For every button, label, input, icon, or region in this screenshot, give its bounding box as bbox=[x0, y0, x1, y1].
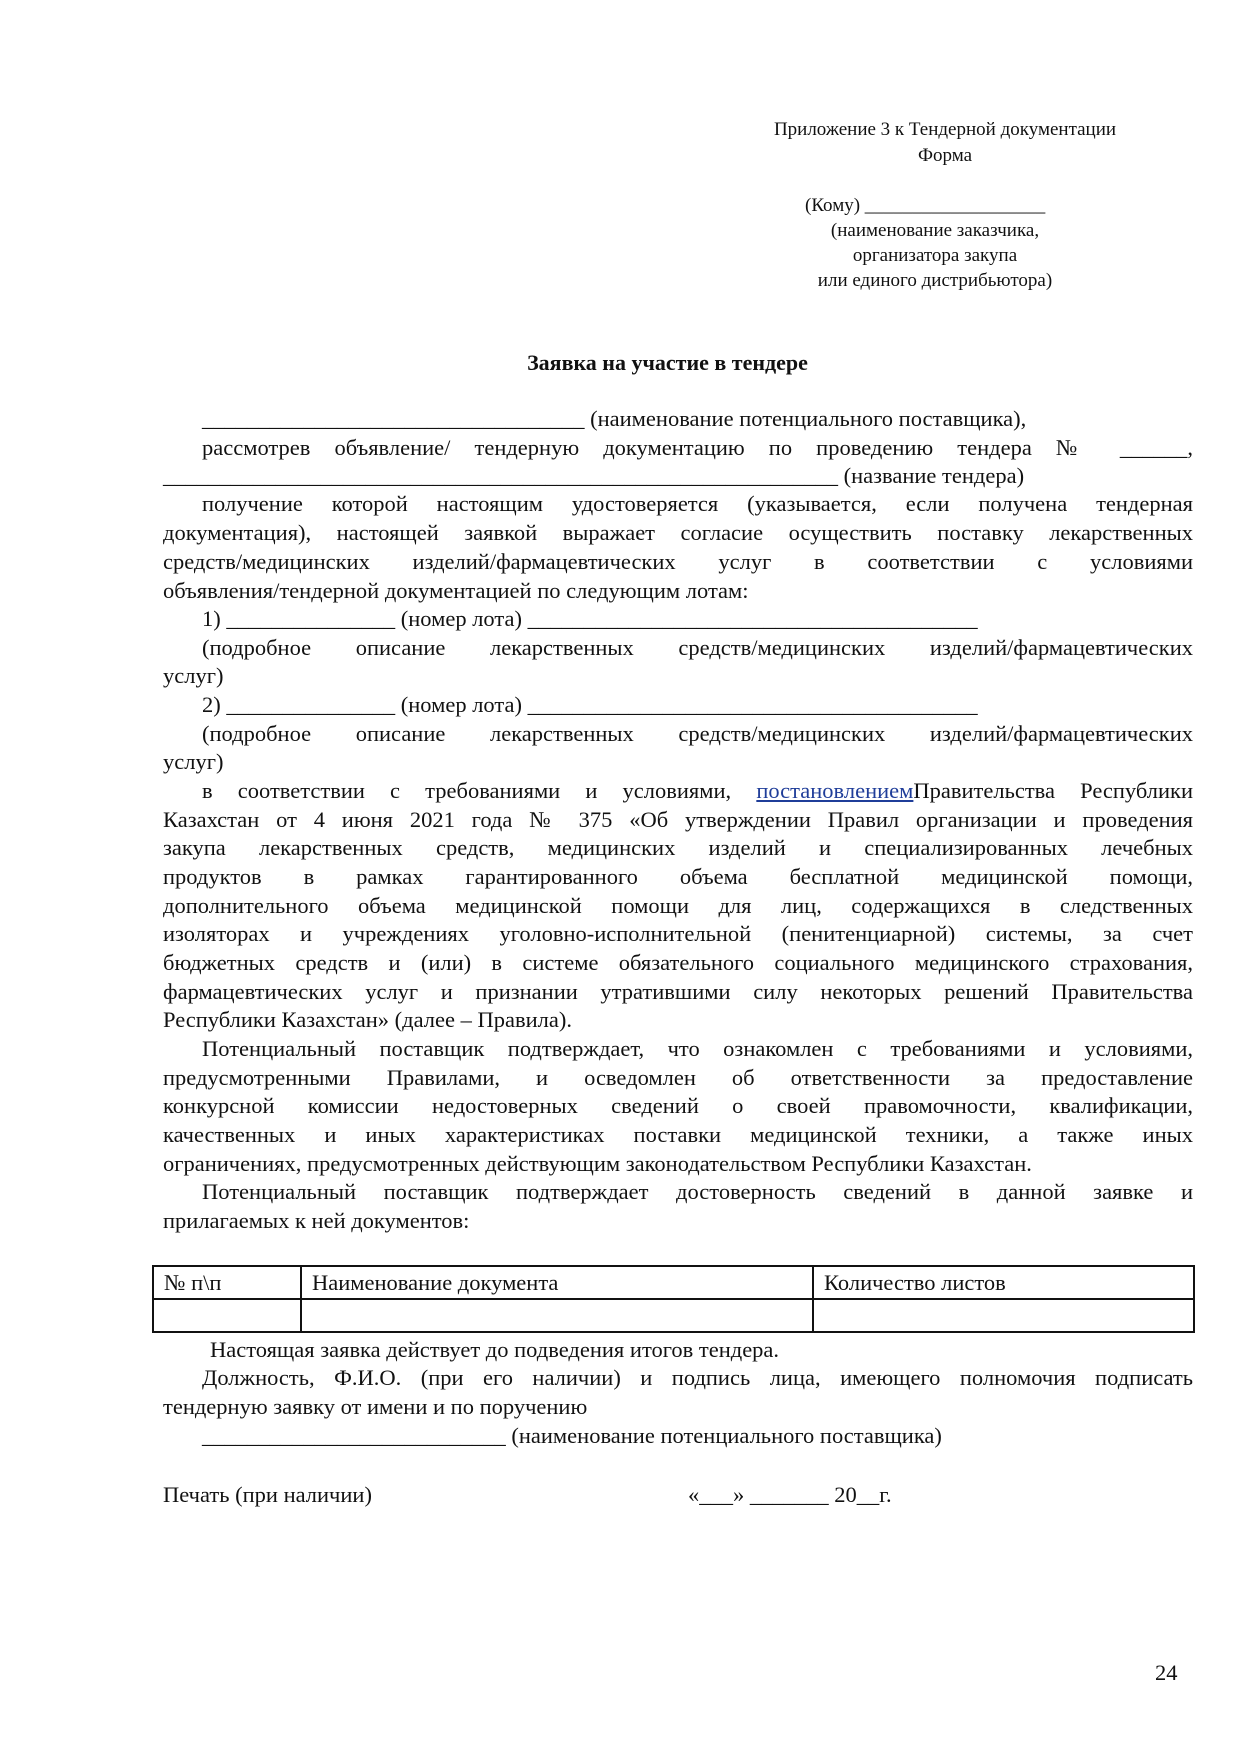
lot-1-description-end: услуг) bbox=[163, 663, 224, 688]
page-number: 24 bbox=[1155, 1660, 1178, 1685]
column-header-document-name: Наименование документа bbox=[301, 1266, 813, 1299]
body-line: рассмотрев объявление/ тендерную документацию по проведению тендера № ______, bbox=[202, 435, 1193, 460]
column-header-sheet-count: Количество листов bbox=[813, 1266, 1194, 1299]
tender-name-line: ____________________________________________________________ (название тендера) bbox=[163, 463, 1025, 488]
body-line: предусмотренными Правилами, и осведомлен об ответственности за предоставление bbox=[163, 1065, 1193, 1090]
body-line: дополнительного объема медицинской помощи для лиц, содержащихся в следственных bbox=[163, 893, 1193, 918]
body-line: документация), настоящей заявкой выражает согласие осуществить поставку лекарственных bbox=[163, 520, 1193, 545]
lot-2-line: 2) _______________ (номер лота) ________________________________________ bbox=[202, 692, 978, 717]
documents-table bbox=[152, 1265, 1195, 1333]
recipient-line: (Кому) ___________________ bbox=[805, 195, 1046, 216]
signature-line: Должность, Ф.И.О. (при его наличии) и подпись лица, имеющего полномочия подписать bbox=[202, 1365, 1193, 1390]
supplier-signature-line: ___________________________ (наименование потенциального поставщика) bbox=[202, 1423, 942, 1448]
lot-2-description-end: услуг) bbox=[163, 749, 224, 774]
table-header-row bbox=[153, 1266, 1194, 1299]
body-line: объявления/тендерной документацией по следующим лотам: bbox=[163, 578, 749, 603]
signature-line: тендерную заявку от имени и по поручению bbox=[163, 1394, 588, 1419]
body-line: получение которой настоящим удостоверяется (указывается, если получена тендерная bbox=[202, 491, 1193, 516]
stamp-label: Печать (при наличии) bbox=[163, 1482, 372, 1507]
body-text: Правительства Республики bbox=[913, 778, 1193, 803]
recipient-hint-1: (наименование заказчика, bbox=[830, 220, 1040, 241]
date-field: «___» _______ 20__г. bbox=[688, 1482, 892, 1507]
appendix-label: Приложение 3 к Тендерной документации bbox=[773, 119, 1117, 140]
body-line: бюджетных средств и (или) в системе обязательного социального медицинского страхования, bbox=[163, 950, 1193, 975]
body-line: продуктов в рамках гарантированного объема бесплатной медицинской помощи, bbox=[163, 864, 1193, 889]
body-line: конкурсной комиссии недостоверных сведений о своей правомочности, квалификации, bbox=[163, 1093, 1193, 1118]
body-line: Потенциальный поставщик подтверждает достоверность сведений в данной заявке и bbox=[202, 1179, 1193, 1204]
body-line: ограничениях, предусмотренных действующим законодательством Республики Казахстан. bbox=[163, 1151, 1032, 1176]
supplier-line: __________________________________ (наименование потенциального поставщика), bbox=[202, 406, 1027, 431]
body-line: средств/медицинских изделий/фармацевтических услуг в соответствии с условиями bbox=[163, 549, 1193, 574]
recipient-hint-3: или единого дистрибьютора) bbox=[817, 270, 1053, 291]
lot-1-line: 1) _______________ (номер лота) ________________________________________ bbox=[202, 606, 978, 631]
lot-1-description: (подробное описание лекарственных средств/медицинских изделий/фармацевтических bbox=[202, 635, 1193, 660]
body-line: прилагаемых к ней документов: bbox=[163, 1208, 470, 1233]
resolution-link[interactable]: постановлением bbox=[756, 778, 914, 803]
body-line bbox=[202, 777, 1193, 806]
form-label: Форма bbox=[917, 145, 973, 166]
page-title: Заявка на участие в тендере bbox=[527, 350, 808, 375]
validity-note: Настоящая заявка действует до подведения итогов тендера. bbox=[210, 1337, 780, 1362]
table-cell-empty[interactable] bbox=[153, 1299, 301, 1332]
body-line: изоляторах и учреждениях уголовно-исполнительной (пенитенциарной) системы, за счет bbox=[163, 921, 1193, 946]
body-line: Казахстан от 4 июня 2021 года № 375 «Об утверждении Правил организации и проведения bbox=[163, 807, 1193, 832]
body-line: Потенциальный поставщик подтверждает, что ознакомлен с требованиями и условиями, bbox=[202, 1036, 1193, 1061]
body-line: фармацевтических услуг и признании утратившими силу некоторых решений Правительства bbox=[163, 979, 1193, 1004]
table-cell-empty[interactable] bbox=[301, 1299, 813, 1332]
body-text: в соответствии с требованиями и условиями, bbox=[202, 778, 757, 803]
body-line: качественных и иных характеристиках поставки медицинской техники, а также иных bbox=[163, 1122, 1193, 1147]
body-line: закупа лекарственных средств, медицинских изделий и специализированных лечебных bbox=[163, 835, 1193, 860]
recipient-hint-2: организатора закупа bbox=[852, 245, 1018, 266]
table-cell-empty[interactable] bbox=[813, 1299, 1194, 1332]
column-header-number: № п\п bbox=[153, 1266, 301, 1299]
lot-2-description: (подробное описание лекарственных средств/медицинских изделий/фармацевтических bbox=[202, 721, 1193, 746]
table-row bbox=[153, 1299, 1194, 1332]
body-line: Республики Казахстан» (далее – Правила). bbox=[163, 1007, 572, 1032]
